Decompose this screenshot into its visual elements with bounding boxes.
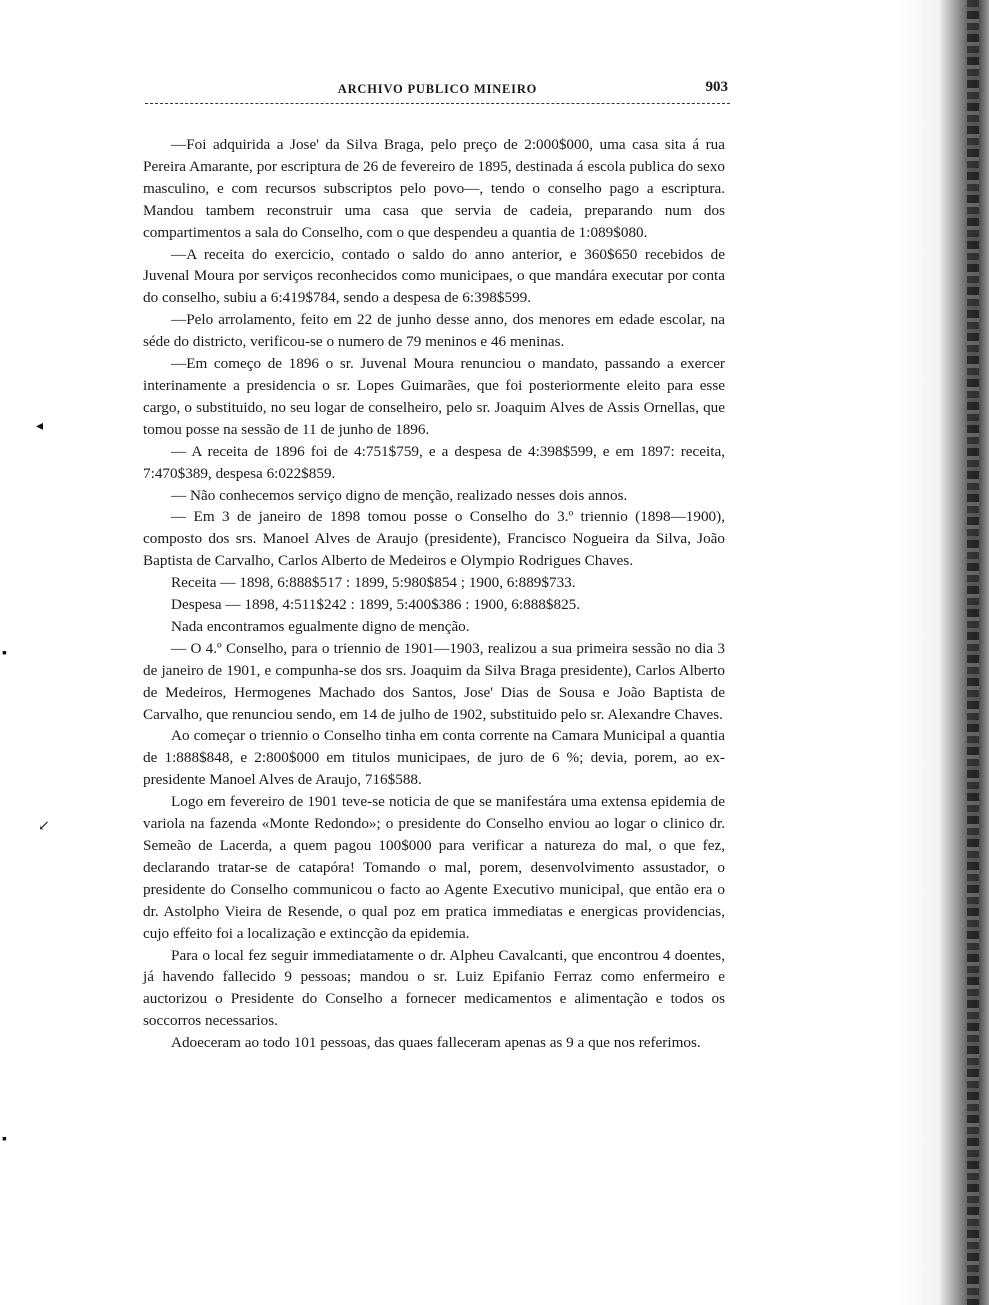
margin-mark: ▪ — [2, 1132, 7, 1147]
body-text — [143, 134, 725, 1054]
paragraph: — Em 3 de janeiro de 1898 tomou posse o Conselho do 3.º triennio (1898—1900), composto dos srs. Manoel Alves de Araujo (presidente), Francisco Nogueira da Silva, João Baptista de Carvalho, Carlos Alberto de Medeiros e Olympio Rodrigues Chaves. — [143, 508, 725, 570]
scanned-page-edge — [897, 0, 989, 1305]
paragraph: — Não conhecemos serviço digno de menção, realizado nesses dois annos. — [171, 486, 628, 504]
page-number: 903 — [705, 79, 728, 95]
running-title: ARCHIVO PUBLICO MINEIRO — [337, 82, 538, 96]
paragraph: —A receita do exercicio, contado o saldo do anno anterior, e 360$650 recebidos de Juvenal Moura por serviços reconhecidos como municipaes, o que mandára executar por conta do conselho, subiu a 6:419$784, sendo a despesa de 6:398$599. — [143, 245, 725, 307]
paragraph: — O 4.º Conselho, para o triennio de 1901—1903, realizou a sua primeira sessão no dia 3 de janeiro de 1901, e compunha-se dos srs. Joaquim da Silva Braga presidente), Carlos Alberto de Medeiros, Hermogenes Machado dos Santos, Jose' Dias de Sousa e João Baptista de Carvalho, que renunciou sendo, em 14 de julho de 1902, substituido pelo sr. Alexandre Chaves. — [143, 639, 725, 723]
paragraph: Logo em fevereiro de 1901 teve-se noticia de que se manifestára uma extensa epidemia de variola na fazenda «Monte Redondo»; o presidente do Conselho enviou ao logar o clinico dr. Semeão de Lacerda, a quem pagou 100$000 para verificar a natureza do mal, o que fez, declarando tratar-se de catapóra! Tomando o mal, porem, desenvolvimento assustador, o presidente do Conselho communicou o facto ao Agente Executivo municipal, que então era o dr. Astolpho Vieira de Resende, o qual poz em pratica immediatas e energicas providencias, cujo effeito foi a localização e extincção da epidemia. — [143, 793, 725, 942]
paragraph: —Pelo arrolamento, feito em 22 de junho desse anno, dos menores em edade escolar, na séde do districto, verificou-se o numero de 79 meninos e 46 meninas. — [143, 311, 725, 351]
paragraph: Para o local fez seguir immediatamente o dr. Alpheu Cavalcanti, que encontrou 4 doentes, já havendo fallecido 9 pessoas; mandou o sr. Luiz Epifanio Ferraz como enfermeiro e auctorizou o Presidente do Conselho a fornecer medicamentos e alimentação e todos os soccorros necessarios. — [143, 946, 725, 1030]
despesa-line: Despesa — 1898, 4:511$242 : 1899, 5:400$386 : 1900, 6:888$825. — [171, 596, 581, 614]
paragraph: Nada encontramos egualmente digno de menção. — [171, 617, 470, 635]
margin-mark: ▪ — [2, 646, 7, 661]
paragraph: —Foi adquirida a Jose' da Silva Braga, pelo preço de 2:000$000, uma casa sita á rua Pereira Amarante, por escriptura de 26 de fevereiro de 1895, destinada á escola publica do sexo masculino, e com recursos subscriptos pelo povo—, tendo o conselho pago a escriptura. Mandou tambem reconstruir uma casa que servia de cadeia, preparando num dos compartimentos a sala do Conselho, com o que despendeu a quantia de 1:089$080. — [143, 136, 725, 241]
margin-mark: ↙ — [38, 819, 50, 834]
header-rule — [145, 103, 730, 104]
paragraph: —Em começo de 1896 o sr. Juvenal Moura renunciou o mandato, passando a exercer interinamente a presidencia o sr. Lopes Guimarães, que foi posteriormente eleito para esse cargo, o substituido, no seu logar de conselheiro, pelo sr. Joaquim Alves de Assis Ornellas, que tomou posse na sessão de 11 de junho de 1896. — [143, 355, 725, 438]
margin-mark: ◂ — [36, 419, 44, 434]
receita-line: Receita — 1898, 6:888$517 : 1899, 5:980$854 ; 1900, 6:889$733. — [171, 574, 576, 592]
paragraph: Adoeceram ao todo 101 pessoas, das quaes falleceram apenas as 9 a que nos referimos. — [171, 1034, 701, 1052]
running-header — [145, 78, 730, 102]
paragraph: Ao começar o triennio o Conselho tinha em conta corrente na Camara Municipal a quantia de 1:888$848, e 2:800$000 em titulos municipaes, de juro de 6 %; devia, porem, ao ex-presidente Manoel Alves de Araujo, 716$588. — [143, 727, 725, 789]
paragraph: — A receita de 1896 foi de 4:751$759, e a despesa de 4:398$599, e em 1897: receita, 7:470$389, despesa 6:022$859. — [143, 442, 725, 482]
